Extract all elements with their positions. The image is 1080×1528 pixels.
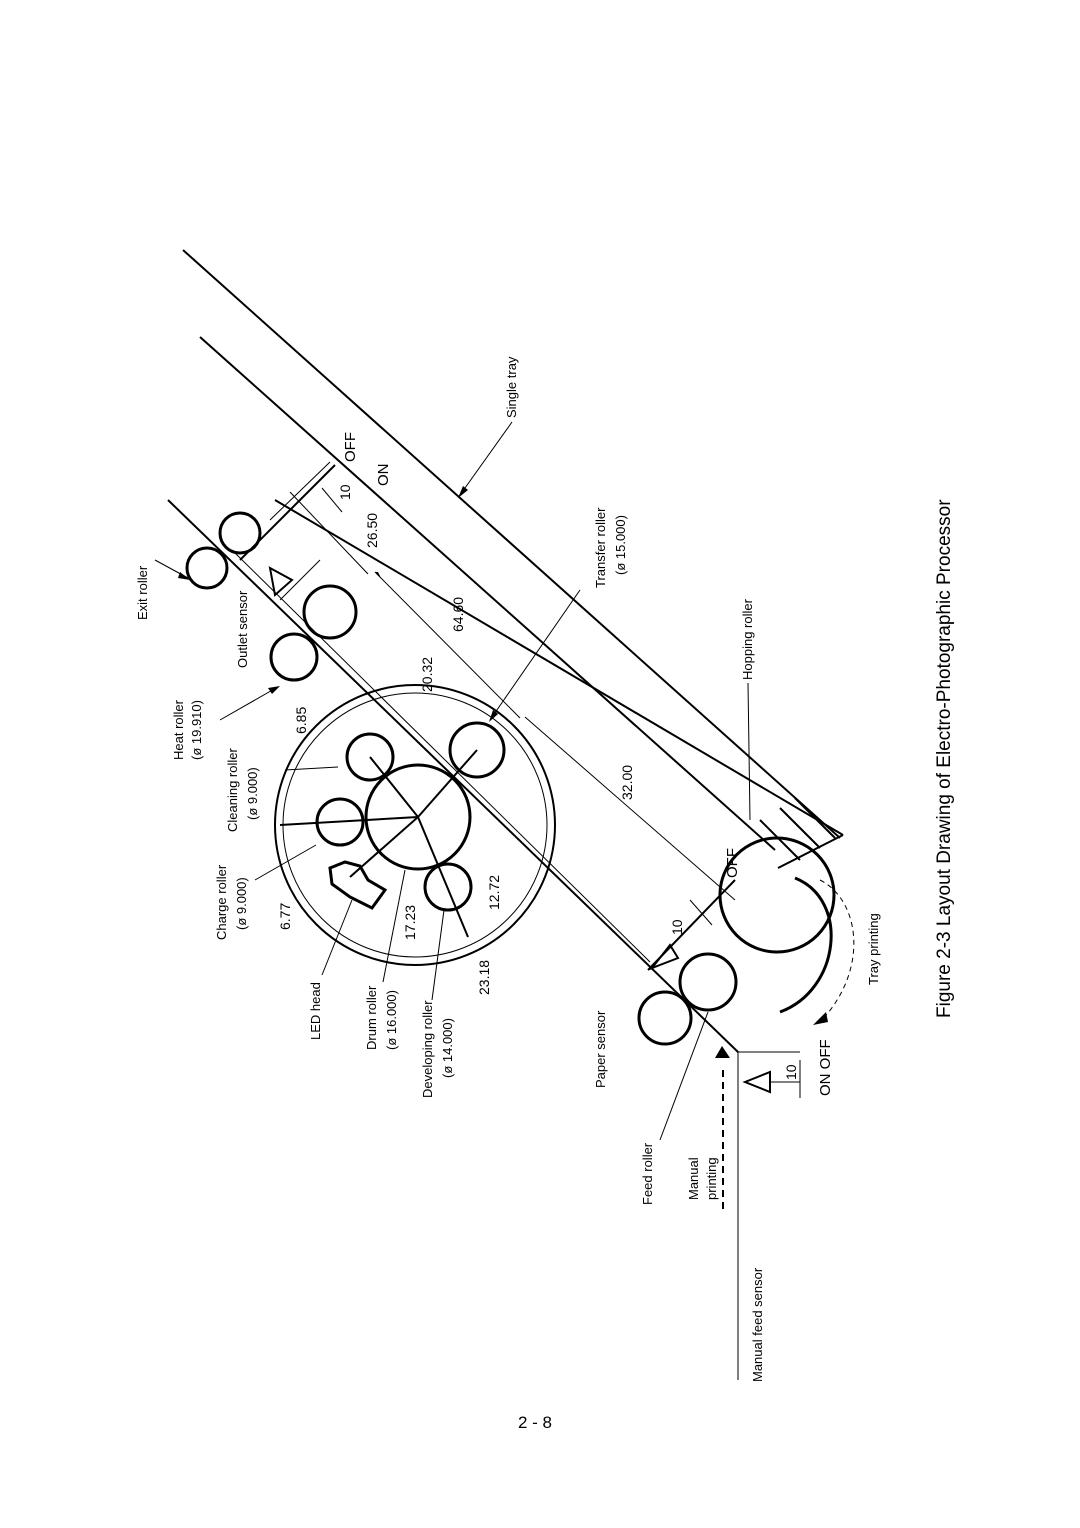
heat-roller-name: Heat roller [171, 700, 186, 760]
manual-feed-sensor-label: Manual feed sensor [750, 1267, 765, 1382]
feed-roller-label: Feed roller [640, 1142, 655, 1205]
led-head-shape [330, 862, 385, 908]
single-tray-label: Single tray [504, 356, 519, 418]
left-labels [214, 657, 502, 1098]
outlet-sensor-label: Outlet sensor [235, 590, 250, 668]
figure-caption: Figure 2-3 Layout Drawing of Electro-Photographic Processor [934, 499, 955, 1018]
exit-roller-label: Exit roller [135, 565, 150, 620]
manual-on-off-label: ON OFF [817, 1039, 834, 1096]
dim-32-group [525, 717, 735, 900]
dim-20-32: 20.32 [419, 656, 435, 692]
dim-23-18: 23.18 [476, 959, 492, 995]
dim-32-00: 32.00 [619, 764, 635, 800]
single-tray-callout [458, 356, 519, 498]
heat-roller-dia: (ø 19.910) [189, 700, 204, 760]
developing-roller-dia: (ø 14.000) [440, 1018, 455, 1078]
led-head-label: LED head [308, 982, 323, 1040]
developing-roller-name: Developing roller [420, 1000, 435, 1098]
charge-roller-name: Charge roller [214, 864, 229, 940]
dim-10-paper: 10 [669, 919, 685, 935]
paper-sensor-label: Paper sensor [593, 1010, 608, 1088]
dim-12-72: 12.72 [486, 874, 502, 910]
transfer-roller-name: Transfer roller [593, 507, 608, 588]
manual-line1: Manual [686, 1157, 701, 1200]
tray-printing-label: Tray printing [866, 913, 881, 985]
paper-off-label: OFF [724, 848, 741, 878]
page-number: 2 - 8 [518, 1413, 553, 1432]
drum-roller-dia: (ø 16.000) [384, 990, 399, 1050]
outlet-on-label: ON [375, 463, 392, 486]
dim-6-85: 6.85 [293, 706, 309, 734]
dim-6-77: 6.77 [277, 902, 293, 930]
manual-line2: printing [704, 1157, 719, 1200]
cleaning-roller-name: Cleaning roller [225, 748, 240, 832]
hopping-roller-label: Hopping roller [740, 599, 755, 680]
drum-roller-name: Drum roller [364, 985, 379, 1050]
dim-64-60: 64.60 [450, 596, 466, 632]
manual-printing [686, 1046, 765, 1382]
dim-17-23: 17.23 [402, 904, 418, 940]
manual-feed-sensor [745, 1039, 834, 1098]
hopping-roller [720, 598, 881, 1025]
paper-path-lines [168, 250, 843, 1380]
dim-26-50: 26.50 [364, 512, 380, 548]
dim-10-manual: 10 [783, 1064, 799, 1080]
cleaning-roller-dia: (ø 9.000) [245, 767, 260, 820]
charge-roller-dia: (ø 9.000) [234, 877, 249, 930]
transfer-roller-dia: (ø 15.000) [613, 515, 628, 575]
outlet-off-label: OFF [342, 432, 359, 462]
dim-10-outlet: 10 [337, 484, 353, 500]
heat-roller [171, 586, 356, 760]
